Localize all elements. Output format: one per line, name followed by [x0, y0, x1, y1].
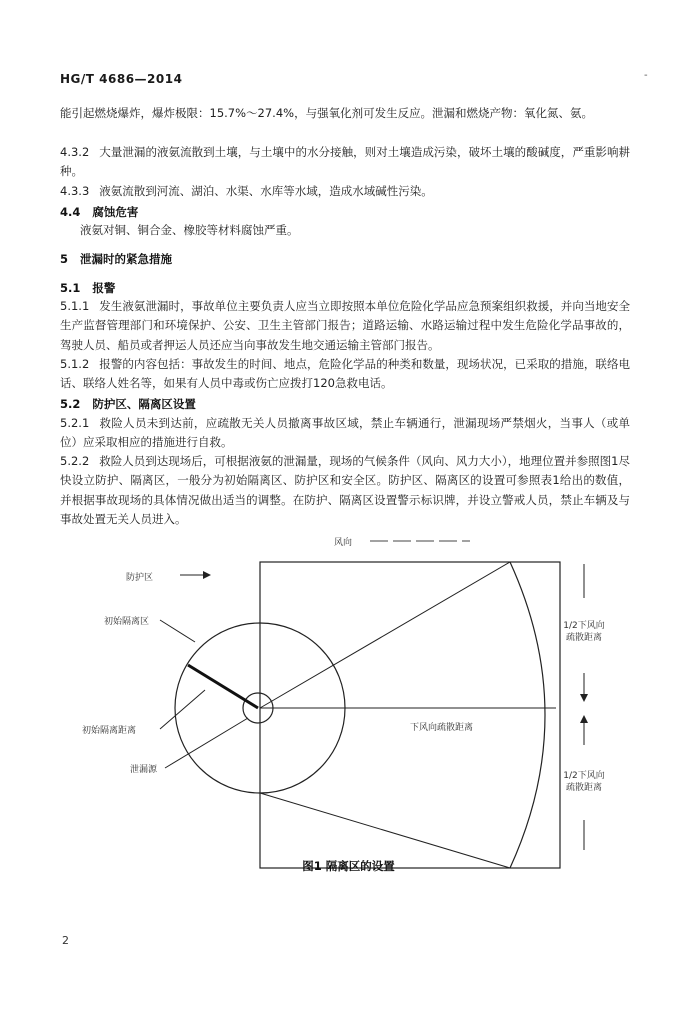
- clause-5-2-1: [60, 414, 630, 453]
- heading-5-1: [60, 280, 115, 296]
- half-downwind-bottom-label: 1/2下风向疏散距离: [563, 771, 605, 793]
- clause-4-3-2: [60, 143, 630, 182]
- sector-lower-edge: [260, 793, 510, 868]
- clause-number: 5.2.1: [60, 416, 90, 430]
- clause-text: 发生液氨泄漏时，事故单位主要负责人应当立即按照本单位危险化学品应急预案组织救援，并向当地安全生产监督管理部门和环境保护、公安、卫生主管部门报告；道路运输、水路运输过程中发生危险化学品事故的，驾驶人员、船员或者押运人员还应当向事故发生地交通运输主管部门报告。: [60, 299, 630, 352]
- figure-isolation-zone: [0, 530, 697, 875]
- paragraph-4-3-1-tail: 能引起燃烧爆炸，爆炸极限：15.7%～27.4%，与强氧化剂可发生反应。泄漏和燃烧产物：氧化氮、氨。: [60, 106, 594, 120]
- leak-source-label: 泄漏源: [130, 765, 158, 775]
- clause-text: 救险人员到达现场后，可根据液氨的泄漏量，现场的气候条件（风向、风力大小），地理位置并参照图1尽快设立防护、隔离区，一般分为初始隔离区、防护区和安全区。防护区、隔离区的设置可参照表1给出的数值，并根据事故现场的具体情况做出适当的调整。在防护、隔离区设置警示标识牌，并设立警戒人员，禁止车辆及与事故处置无关人员进入。: [60, 454, 630, 527]
- heading-title: 报警: [92, 281, 116, 295]
- clause-4-3-3: [60, 182, 630, 201]
- heading-title: 泄漏时的紧急措施: [80, 252, 173, 266]
- clause-5-2-2: [60, 452, 630, 530]
- clause-text: 报警的内容包括：事故发生的时间、地点，危险化学品的种类和数量，现场状况，已采取的措施，联络电话、联络人姓名等，如果有人员中毒或伤亡应拨打120急救电话。: [60, 357, 630, 391]
- paragraph-4-4: 液氨对铜、铜合金、橡胶等材料腐蚀严重。: [80, 223, 299, 237]
- heading-title: 腐蚀危害: [92, 205, 139, 219]
- page-number: 2: [62, 934, 69, 947]
- clause-number: 4.3.2: [60, 145, 90, 159]
- clause-text: 救险人员未到达前，应疏散无关人员撤离事故区域，禁止车辆通行，泄漏现场严禁烟火，当事人（或单位）应采取相应的措施进行自救。: [60, 416, 630, 450]
- standard-number: HG/T 4686—2014: [60, 72, 183, 86]
- clause-5-1-1: [60, 297, 630, 355]
- leak-source-pointer: [165, 718, 248, 768]
- heading-number: 5.1: [60, 281, 81, 295]
- half-downwind-top-label: 1/2下风向疏散距离: [563, 621, 605, 643]
- clause-number: 5.1.2: [60, 357, 90, 371]
- protect-zone-label: 防护区: [126, 573, 154, 583]
- clause-text: 液氨流散到河流、湖泊、水渠、水库等水域，造成水域碱性污染。: [99, 184, 433, 198]
- initial-distance-label: 初始隔离距离: [82, 726, 137, 736]
- downwind-arc: [510, 562, 545, 868]
- clause-number: 5.1.1: [60, 299, 90, 313]
- sector-upper-edge: [260, 562, 510, 708]
- wind-label: 风向: [334, 538, 353, 548]
- heading-4-4: [60, 204, 138, 220]
- figure-caption: 图1 隔离区的设置: [302, 859, 395, 873]
- initial-zone-label: 初始隔离区: [104, 617, 150, 627]
- clause-number: 5.2.2: [60, 454, 90, 468]
- initial-zone-pointer: [160, 620, 195, 642]
- heading-number: 4.4: [60, 205, 81, 219]
- clause-number: 4.3.3: [60, 184, 90, 198]
- isolation-zone-diagram: [0, 530, 697, 875]
- heading-title: 防护区、隔离区设置: [92, 397, 196, 411]
- downwind-distance-label: 下风向疏散距离: [410, 723, 474, 733]
- initial-distance-pointer: [160, 690, 205, 729]
- clause-5-1-2: [60, 355, 630, 394]
- protect-zone-rect: [260, 562, 560, 868]
- heading-number: 5.2: [60, 397, 81, 411]
- heading-5: [60, 251, 172, 267]
- corner-mark: -: [644, 70, 648, 81]
- heading-number: 5: [60, 252, 69, 266]
- heading-5-2: [60, 396, 196, 412]
- clause-text: 大量泄漏的液氨流散到土壤，与土壤中的水分接触，则对土壤造成污染，破坏土壤的酸碱度，严重影响耕种。: [60, 145, 630, 179]
- initial-distance-radius: [188, 665, 258, 708]
